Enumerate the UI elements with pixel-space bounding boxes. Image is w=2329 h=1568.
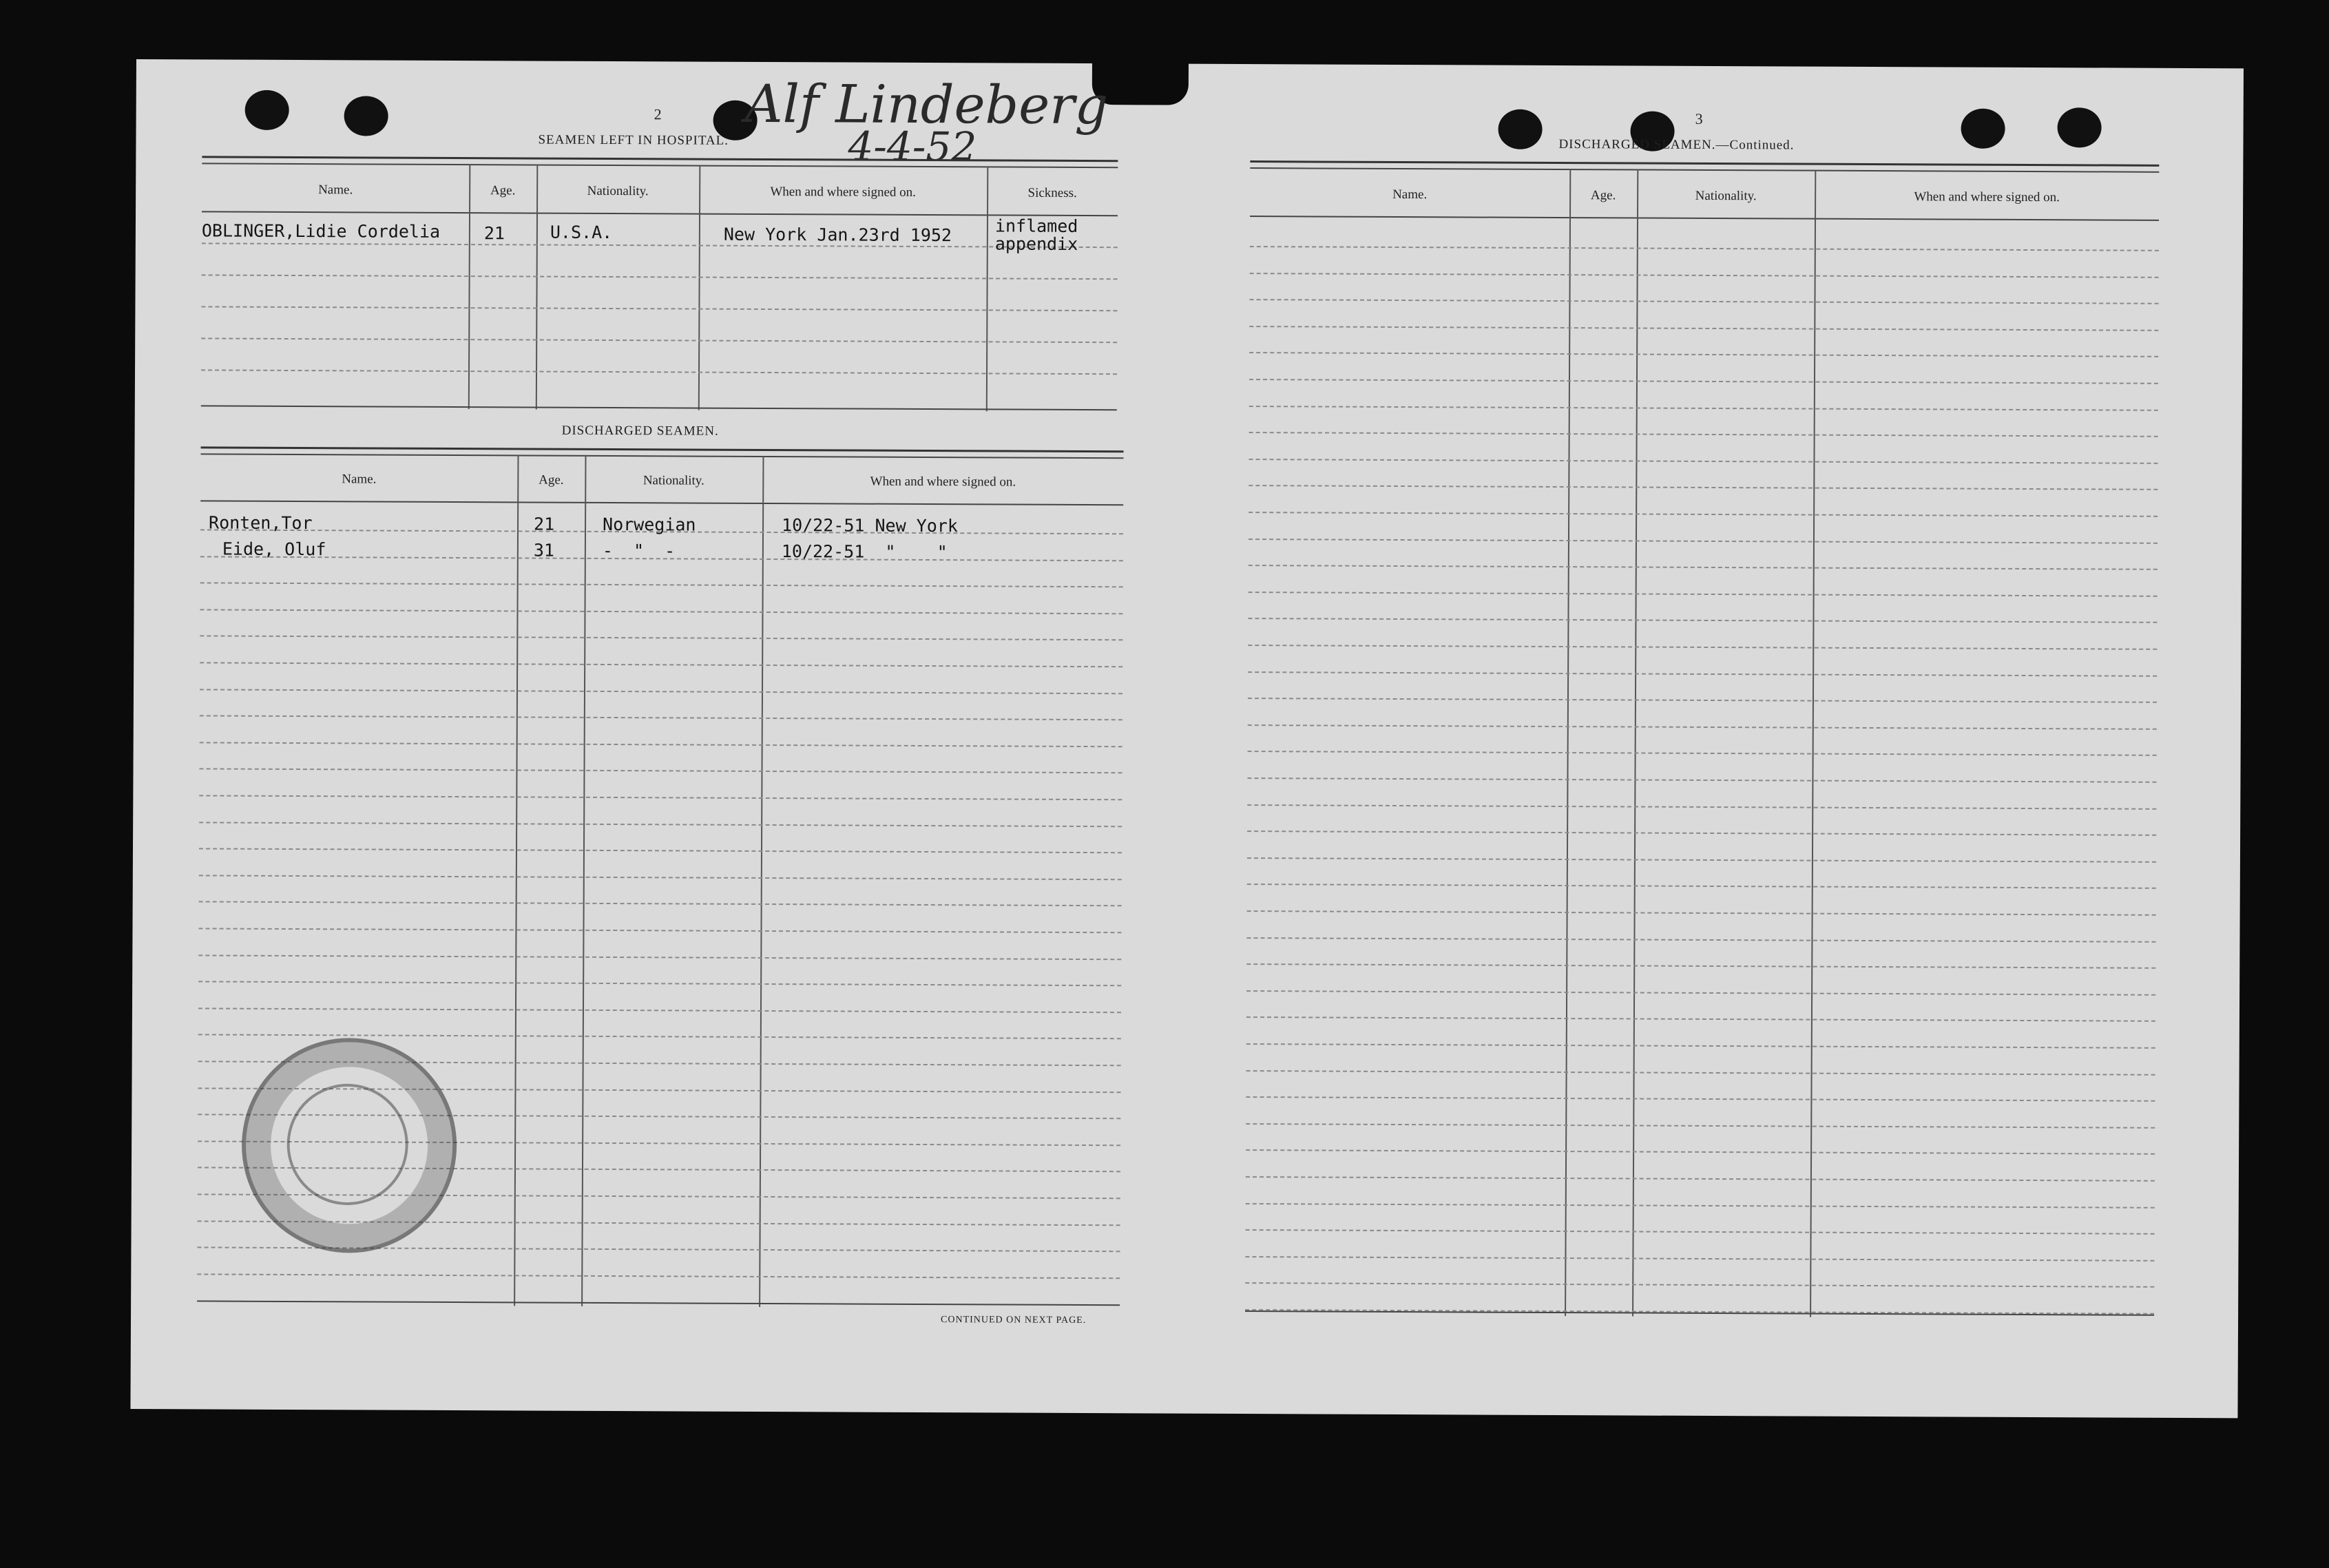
ruled-line (1247, 804, 2156, 810)
discharged-row-nationality: Norwegian (602, 514, 696, 535)
ruled-line (1247, 857, 2156, 863)
ruled-line (1249, 379, 2158, 384)
ruled-line (200, 689, 1122, 694)
ruled-line (1249, 485, 2158, 490)
ruled-line (1249, 432, 2158, 437)
discharged-row-nationality: - " - (602, 540, 676, 561)
ruled-line (198, 954, 1121, 960)
ruled-line (1247, 910, 2156, 916)
ruled-line (199, 795, 1122, 800)
ruled-line (199, 822, 1122, 827)
col-header-signed-on: When and where signed on. (870, 474, 1016, 490)
right-section-title: DISCHARGED SEAMEN.—Continued. (1558, 137, 1795, 153)
ruled-line (1246, 1203, 2155, 1209)
discharged-row-signed-on: 10/22-51 New York (781, 515, 958, 536)
ruled-line (200, 742, 1122, 747)
ruled-line (1248, 618, 2157, 623)
discharged-continued-table (1245, 160, 2159, 1321)
ruled-line (1246, 1149, 2155, 1155)
hospital-table (201, 156, 1118, 415)
punch-hole (344, 96, 388, 136)
col-header-age: Age. (1590, 188, 1616, 203)
ruled-line (198, 981, 1121, 987)
page-number-left: 2 (654, 105, 662, 123)
ruled-line (1249, 406, 2158, 411)
ruled-line (199, 875, 1122, 880)
discharged-section-title: DISCHARGED SEAMEN. (561, 423, 719, 439)
continued-footer: CONTINUED ON NEXT PAGE. (940, 1315, 1087, 1326)
punch-hole (1961, 109, 2005, 149)
ruled-line (1248, 698, 2157, 703)
ruled-line (199, 848, 1122, 854)
hospital-row-age: 21 (483, 223, 505, 244)
ruled-line (1247, 830, 2156, 836)
col-header-signed-on: When and where signed on. (770, 185, 916, 200)
ruled-line (1249, 565, 2158, 570)
discharged-row-signed-on: 10/22-51 " " (781, 541, 948, 563)
ruled-line (200, 662, 1122, 667)
ruled-line (1246, 1229, 2155, 1235)
ruled-line (1245, 1256, 2154, 1262)
discharged-row-age: 21 (533, 514, 555, 534)
ruled-line (1249, 299, 2158, 304)
ruled-line (200, 609, 1123, 614)
discharged-row-name: Ronten,Tor (209, 512, 313, 534)
ruled-line (1246, 990, 2155, 996)
col-header-name: Name. (1392, 187, 1428, 202)
ruled-line (1246, 1070, 2155, 1076)
discharged-row-age: 31 (533, 540, 555, 561)
ruled-line (1248, 724, 2157, 730)
ruled-line (1249, 326, 2158, 331)
col-header-sickness: Sickness. (1027, 185, 1077, 200)
discharged-row-name: Eide, Oluf (222, 539, 326, 560)
ruled-line (200, 715, 1122, 721)
hospital-row-nationality: U.S.A. (550, 222, 613, 243)
ruled-line (1249, 352, 2158, 357)
punch-hole (1498, 109, 1542, 149)
ruled-line (1246, 1016, 2155, 1022)
ruled-line (198, 1007, 1121, 1013)
ruled-line (1249, 592, 2158, 597)
ruled-line (1247, 777, 2156, 783)
record-sheet (130, 59, 2244, 1418)
hospital-row-name: OBLINGER,Lidie Cordelia (201, 220, 441, 242)
ruled-line (197, 1273, 1120, 1279)
col-header-name: Name. (318, 182, 353, 198)
hospital-row-signed-on: New York Jan.23rd 1952 (723, 224, 952, 246)
col-header-name: Name. (342, 472, 377, 487)
ruled-line (199, 901, 1122, 907)
hospital-row-sickness-line1: inflamed (994, 216, 1078, 236)
page-number-right: 3 (1695, 109, 1703, 127)
ruled-line (1246, 1176, 2155, 1182)
handwritten-name: Alf Lindeberg (744, 72, 1109, 136)
ruled-line (1245, 1282, 2154, 1288)
ruled-line (1250, 273, 2159, 278)
col-header-age: Age. (539, 472, 564, 488)
col-header-nationality: Nationality. (643, 473, 704, 488)
ruled-line (1249, 512, 2158, 517)
hospital-row-sickness-line2: appendix (994, 233, 1078, 254)
col-header-nationality: Nationality. (587, 183, 649, 199)
handwritten-date: 4-4-52 (848, 123, 977, 171)
ruled-line (1248, 645, 2157, 650)
col-header-age: Age. (490, 183, 516, 198)
ruled-line (198, 928, 1121, 933)
ruled-line (1248, 671, 2157, 677)
ruled-line (1247, 884, 2156, 889)
col-header-nationality: Nationality. (1695, 188, 1757, 204)
ruled-line (1248, 751, 2157, 756)
punch-hole (245, 90, 289, 130)
ruled-line (1246, 937, 2155, 943)
ruled-line (1250, 246, 2159, 251)
hospital-section-title: SEAMEN LEFT IN HOSPITAL. (538, 132, 729, 148)
ruled-line (1249, 539, 2158, 544)
ruled-line (1246, 1043, 2155, 1049)
ruled-line (1249, 459, 2158, 464)
ruled-line (1246, 963, 2155, 969)
ruled-line (1246, 1123, 2155, 1129)
ruled-line (199, 769, 1122, 774)
punch-hole (2057, 107, 2101, 147)
ruled-line (200, 583, 1123, 588)
ruled-line (1246, 1096, 2155, 1102)
col-header-signed-on: When and where signed on. (1914, 189, 2060, 205)
ruled-line (200, 636, 1122, 641)
